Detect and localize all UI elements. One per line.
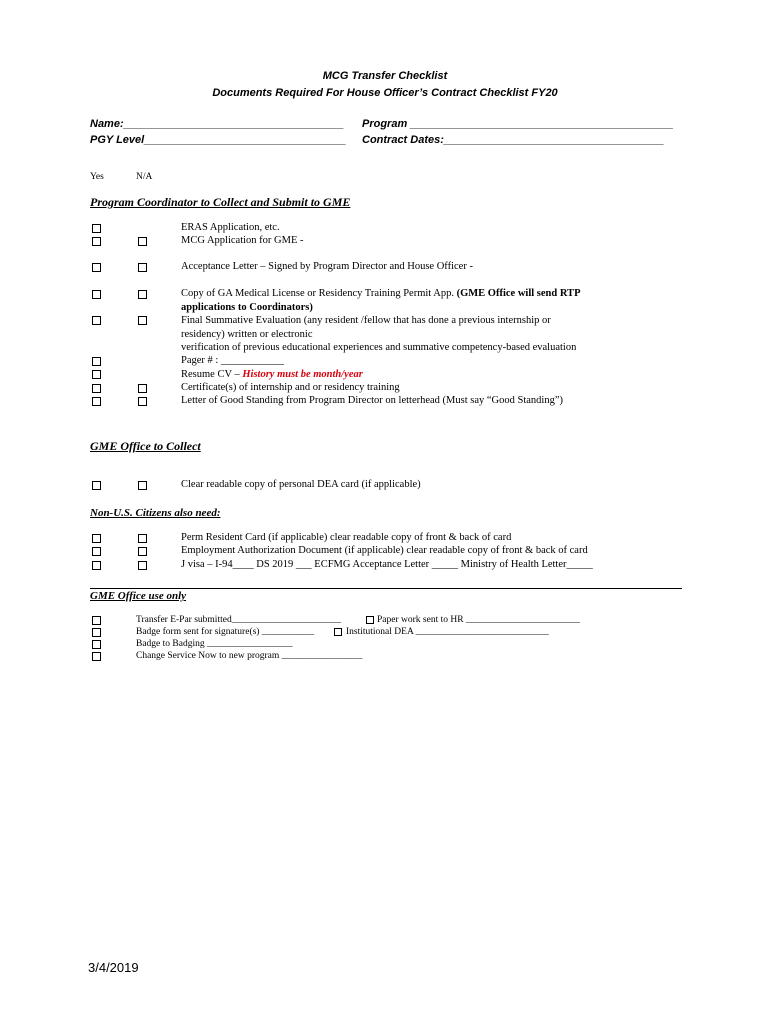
yes-checkbox-good-standing[interactable]	[92, 397, 101, 406]
yes-checkbox-acceptance[interactable]	[92, 263, 101, 272]
yes-checkbox-jvisa[interactable]	[92, 561, 101, 570]
item-acceptance: Acceptance Letter – Signed by Program Director and House Officer -	[181, 261, 473, 272]
footer-date: 3/4/2019	[88, 960, 139, 975]
yes-checkbox-license[interactable]	[92, 290, 101, 299]
checkbox-transfer[interactable]	[92, 616, 101, 625]
yes-checkbox-resume[interactable]	[92, 370, 101, 379]
na-checkbox-mcg-app[interactable]	[138, 237, 147, 246]
yes-checkbox-ead[interactable]	[92, 547, 101, 556]
item-pager: Pager # : ____________	[181, 355, 284, 366]
na-checkbox-license[interactable]	[138, 290, 147, 299]
item-mcg-app: MCG Application for GME -	[181, 235, 304, 246]
item-transfer: Transfer E-Par submitted_______________________	[136, 615, 341, 625]
na-checkbox-certificates[interactable]	[138, 384, 147, 393]
na-checkbox-dea[interactable]	[138, 481, 147, 490]
section-heading-office-use: GME Office use only	[90, 590, 187, 602]
section-heading-gme-collect: GME Office to Collect	[90, 439, 201, 453]
divider-rule	[90, 588, 682, 589]
item-summative: Final Summative Evaluation (any resident /fellow that has done a previous internship or	[181, 315, 551, 326]
pgy-level-field[interactable]: PGY Level_________________________________	[90, 134, 347, 146]
section-heading-non-citizens: Non-U.S. Citizens also need:	[90, 507, 221, 519]
na-checkbox-acceptance[interactable]	[138, 263, 147, 272]
yes-checkbox-certificates[interactable]	[92, 384, 101, 393]
item-jvisa: J visa – I-94____ DS 2019 ___ ECFMG Acceptance Letter _____ Ministry of Health Letter_____	[181, 559, 593, 570]
item-service: Change Service Now to new program _________________	[136, 651, 363, 661]
item-resume	[181, 369, 363, 380]
na-checkbox-good-standing[interactable]	[138, 397, 147, 406]
item-paperwork: Paper work sent to HR ________________________	[377, 615, 580, 625]
checkbox-service[interactable]	[92, 652, 101, 661]
yes-checkbox-mcg-app[interactable]	[92, 237, 101, 246]
item-perm: Perm Resident Card (if applicable) clear readable copy of front & back of card	[181, 532, 512, 543]
item-summative-2: residency) written or electronic	[181, 329, 313, 340]
item-dea: Clear readable copy of personal DEA card (if applicable)	[181, 479, 421, 490]
item-resume-note: History must be month/year	[242, 369, 363, 380]
yes-column-header: Yes	[90, 172, 104, 182]
item-license-note-2: applications to Coordinators)	[181, 302, 313, 313]
item-resume-text: Resume CV –	[181, 369, 243, 380]
item-license-note: (GME Office will send RTP	[456, 288, 581, 299]
item-certificates: Certificate(s) of internship and or residency training	[181, 382, 400, 393]
item-good-standing: Letter of Good Standing from Program Director on letterhead (Must say “Good Standing”)	[181, 395, 563, 406]
contract-dates-field[interactable]: Contract Dates:____________________________________	[362, 134, 665, 146]
yes-checkbox-eras[interactable]	[92, 224, 101, 233]
item-license-text: Copy of GA Medical License or Residency Training Permit App.	[181, 288, 457, 299]
yes-checkbox-perm[interactable]	[92, 534, 101, 543]
na-column-header: N/A	[136, 172, 153, 182]
item-badge-form: Badge form sent for signature(s) ___________	[136, 627, 315, 637]
item-ead: Employment Authorization Document (if applicable) clear readable copy of front & back of card	[181, 545, 588, 556]
item-eras: ERAS Application, etc.	[181, 222, 280, 233]
program-field[interactable]: Program ___________________________________________	[362, 118, 674, 130]
yes-checkbox-summative[interactable]	[92, 316, 101, 325]
checkbox-badging[interactable]	[92, 640, 101, 649]
na-checkbox-ead[interactable]	[138, 547, 147, 556]
item-verification: verification of previous educational experiences and summative competency-based evaluation	[181, 342, 577, 353]
item-institutional: Institutional DEA ____________________________	[346, 627, 549, 637]
yes-checkbox-dea[interactable]	[92, 481, 101, 490]
na-checkbox-summative[interactable]	[138, 316, 147, 325]
item-badging: Badge to Badging __________________	[136, 639, 293, 649]
na-checkbox-jvisa[interactable]	[138, 561, 147, 570]
page-subtitle: Documents Required For House Officer’s Contract Checklist FY20	[212, 87, 558, 99]
yes-checkbox-pager[interactable]	[92, 357, 101, 366]
page-title: MCG Transfer Checklist	[322, 70, 448, 82]
name-field[interactable]: Name:____________________________________	[90, 118, 344, 130]
item-license	[181, 288, 580, 299]
checkbox-institutional[interactable]	[334, 628, 342, 636]
checkbox-paperwork[interactable]	[366, 616, 374, 624]
na-checkbox-perm[interactable]	[138, 534, 147, 543]
checkbox-badge-form[interactable]	[92, 628, 101, 637]
section-heading-coordinator: Program Coordinator to Collect and Submit to GME	[90, 195, 351, 209]
